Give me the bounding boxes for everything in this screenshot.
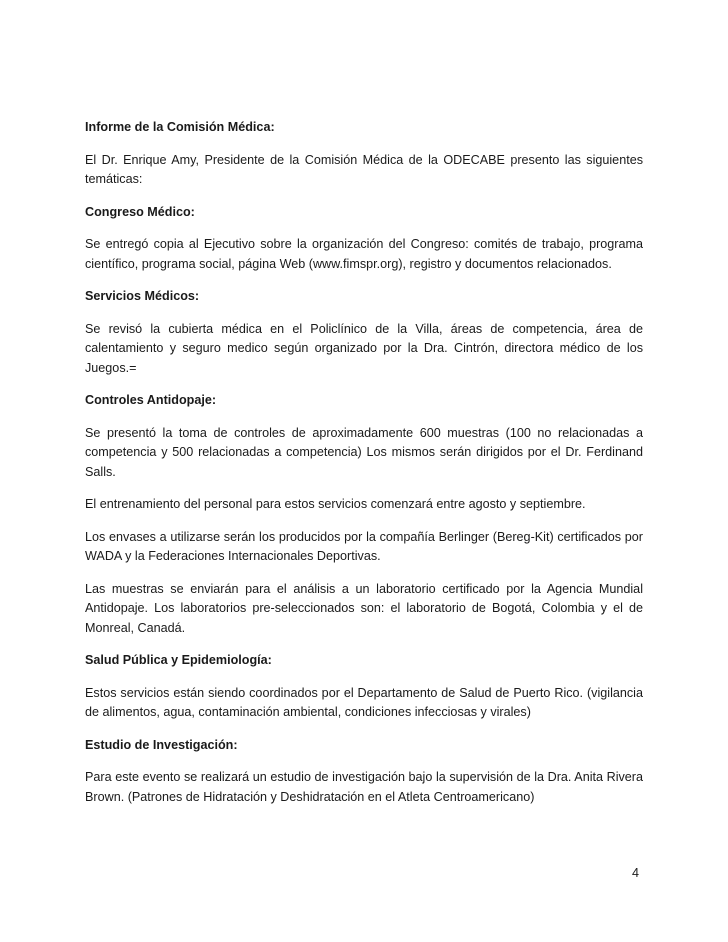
document-body <box>85 118 643 820</box>
page-number: 4 <box>632 866 640 880</box>
heading-estudio-investigacion: Estudio de Investigación: <box>85 737 238 752</box>
paragraph-congreso: Se entregó copia al Ejecutivo sobre la organización del Congreso: comités de trabajo, programa científico, programa social, página Web (www.fimspr.org), registro y documentos relacionados. <box>85 237 643 271</box>
paragraph-controles: Se presentó la toma de controles de aproximadamente 600 muestras (100 no relacionadas a competencia y 500 relacionadas a competencia) Los mismos serán dirigidos por el Dr. Ferdinand Salls. <box>85 425 643 479</box>
heading-informe-comision-medica: Informe de la Comisión Médica: <box>85 120 275 134</box>
heading-salud-publica: Salud Pública y Epidemiología: <box>85 653 272 667</box>
heading-congreso-medico: Congreso Médico: <box>85 204 195 219</box>
paragraph-salud-publica: Estos servicios están siendo coordinados por el Departamento de Salud de Puerto Rico. (vigilancia de alimentos, agua, contaminación ambiental, condiciones infecciosas y virales) <box>85 685 643 719</box>
paragraph-envases: Los envases a utilizarse serán los producidos por la compañía Berlinger (Bereg-Kit) certificados por WADA y la Federaciones Internacionales Deportivas. <box>85 529 643 563</box>
paragraph-servicios: Se revisó la cubierta médica en el Policlínico de la Villa, áreas de competencia, área de calentamiento y seguro medico según organizado por la Dra. Cintrón, directora médico de los Juegos.= <box>85 321 643 375</box>
heading-controles-antidopaje: Controles Antidopaje: <box>85 393 217 407</box>
heading-servicios-medicos: Servicios Médicos: <box>85 289 200 303</box>
paragraph-presentacion: El Dr. Enrique Amy, Presidente de la Comisión Médica de la ODECABE presento las siguientes temáticas: <box>85 152 643 186</box>
paragraph-muestras: Las muestras se enviarán para el análisis a un laboratorio certificado por la Agencia Mundial Antidopaje. Los laboratorios pre-seleccionados son: el laboratorio de Bogotá, Colombia y el de Monreal, Canadá. <box>85 581 643 635</box>
paragraph-entrenamiento: El entrenamiento del personal para estos servicios comenzará entre agosto y septiembre. <box>85 497 586 511</box>
paragraph-estudio: Para este evento se realizará un estudio de investigación bajo la supervisión de la Dra. Anita Rivera Brown. (Patrones de Hidratación y Deshidratación en el Atleta Centroamericano) <box>85 770 643 804</box>
